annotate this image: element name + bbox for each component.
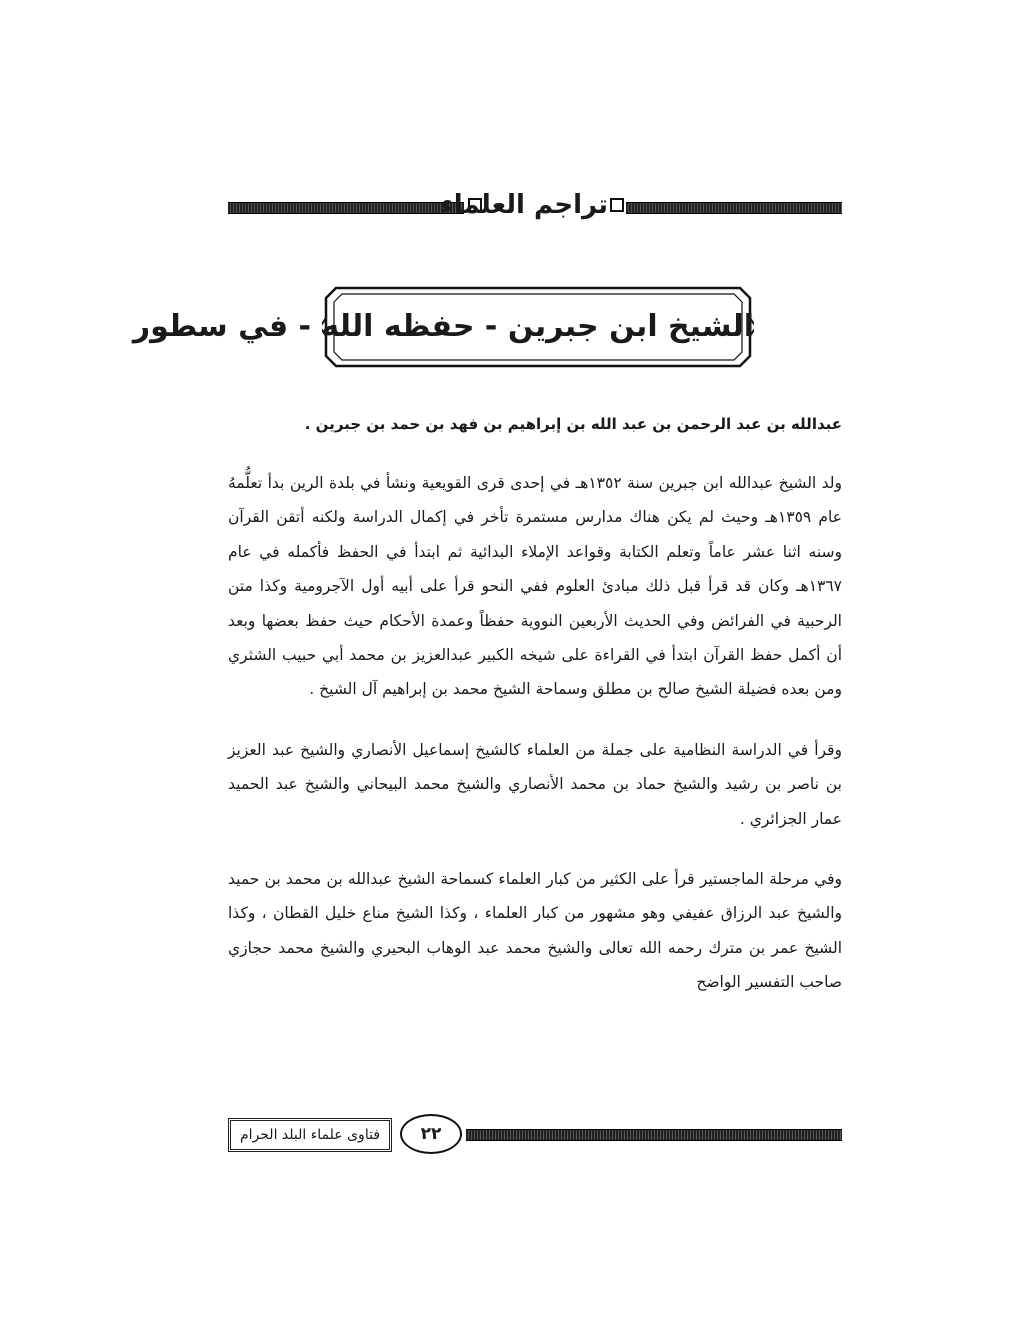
book-title: فتاوى علماء البلد الحرام — [228, 1118, 392, 1152]
article-body — [228, 410, 842, 1026]
paragraph-biography: ولد الشيخ عبدالله ابن جبرين سنة ١٣٥٢هـ في إحدى قرى القويعية ونشأ في بلدة الرين بدأ تعلُّمهُ عام ١٣٥٩هـ وحيث لم يكن هناك مدارس مستمرة تأخر في إكمال الدراسة ولكنه أتقن القرآن وسنه اثنا عشر عاماً وتعلم الكتابة وقواعد الإملاء البدائية ثم ابتدأ في الحفظ فأكمله في عام ١٣٦٧هـ وكان قد قرأ قبل ذلك مبادئ العلوم ففي النحو قرأ على أبيه أول الآجرومية وكذا متن الرحبية في الفرائض وفي الحديث الأربعين النووية حفظاً وعمدة الأحكام حيث حفظ بعضها وبعد أن أكمل حفظ القرآن ابتدأ في القراءة على شيخه الكبير عبدالعزيز بن محمد أبي حبيب الشثري ومن بعده فضيلة الشيخ صالح بن مطلق وسماحة الشيخ محمد بن إبراهيم آل الشيخ . — [228, 474, 843, 699]
section-title: تراجم العلماء — [440, 190, 608, 220]
title-frame — [132, 284, 754, 370]
lineage-line: عبدالله بن عبد الرحمن بن عبد الله بن إبراهيم بن فهد بن حمد بن جبرين . — [304, 415, 842, 433]
square-ornament-icon — [610, 198, 624, 212]
header-rule-left — [228, 202, 464, 214]
header-rule-right — [626, 202, 842, 214]
running-header — [228, 188, 842, 228]
page-number: ٢٢ — [400, 1114, 462, 1154]
paragraph-masters: وفي مرحلة الماجستير قرأ على الكثير من كبار العلماء كسماحة الشيخ عبدالله بن محمد بن حميد والشيخ عبد الرزاق عفيفي وهو مشهور من كبار العلماء ، وكذا الشيخ مناع خليل القطان ، وكذا الشيخ عمر بن مترك رحمه الله تعالى والشيخ محمد عبد الوهاب البحيري والشيخ محمد حجازي صاحب التفسير الواضح — [228, 870, 842, 992]
footer-rule — [466, 1129, 842, 1141]
paragraph-teachers: وقرأ في الدراسة النظامية على جملة من العلماء كالشيخ إسماعيل الأنصاري والشيخ عبد العزيز بن ناصر بن رشيد والشيخ حماد بن محمد الأنصاري والشيخ محمد البيحاني والشيخ عبد الحميد عمار الجزائري . — [228, 740, 842, 828]
article-title: الشيخ ابن جبرين - حفظه الله - في سطور — [132, 309, 754, 344]
page-footer — [228, 1112, 842, 1158]
